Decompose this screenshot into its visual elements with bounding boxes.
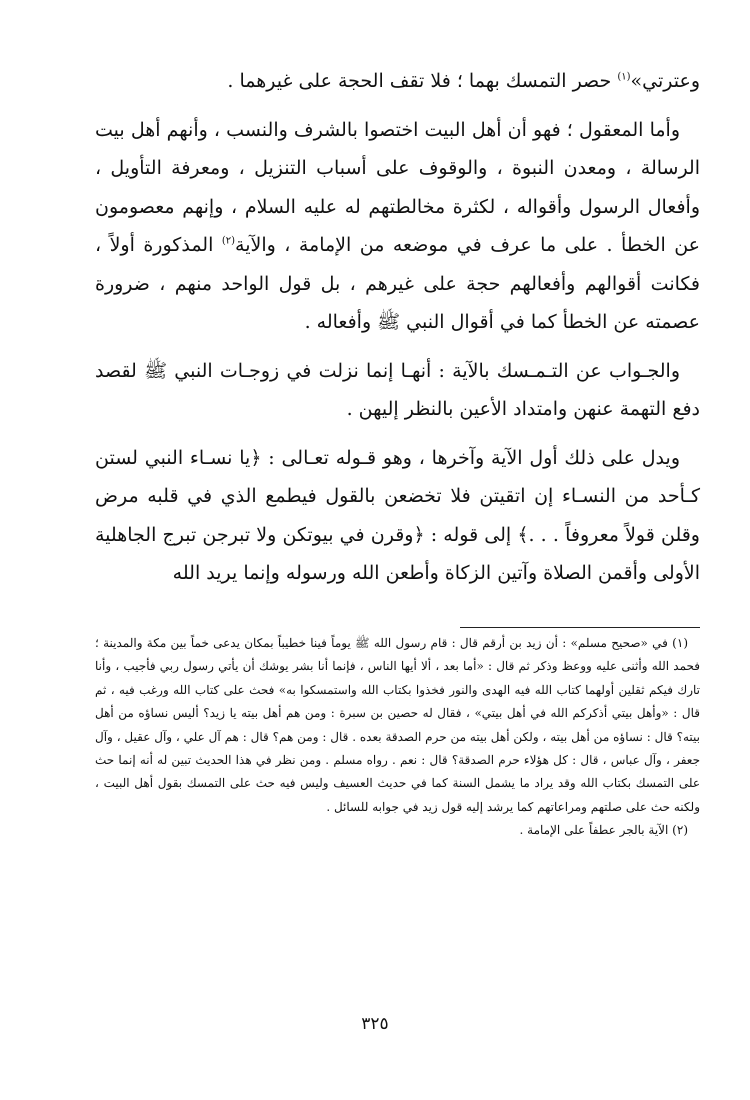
paragraph-2-start: وأما المعقول ؛ فهو أن أهل البيت اختصوا بالشرف والنسب ، وأنهم أهل بيت الرسالة ، ومعدن النبوة ، والوقوف على أسباب التنزيل ، ومعرفة التأويل ، وأفعال الرسول وأقواله ، لكثرة مخالطتهم له عليه السلام ، وإنهم معصومون عن الخطأ . على ما عرف في موضعه من الإمامة ، والآية bbox=[95, 118, 701, 256]
paragraph-1-start: وعترتي» bbox=[630, 70, 700, 92]
footnotes bbox=[95, 632, 700, 843]
paragraph-2 bbox=[95, 111, 700, 342]
main-text bbox=[95, 62, 700, 593]
paragraph-2-end: المذكورة أولاً ، فكانت أقوالهم وأفعالهم حجة على غيرهم ، بل قول الواحد منهم ، ضرورة عصمته عن الخطأ كما في أقوال النبي ﷺ وأفعاله . bbox=[95, 234, 700, 333]
footnote-separator bbox=[460, 627, 700, 628]
footnote-ref-2: (٢) bbox=[221, 235, 236, 247]
footnote-1: (١) في «صحيح مسلم» : أن زيد بن أرقم قال : قام رسول الله ﷺ يوماً فينا خطيباً بمكان يدعى خماً بين مكة والمدينة ؛ فحمد الله وأثنى عليه ووعظ وذكر ثم قال : «أما بعد ، ألا أيها الناس ، فإنما أنا بشر يوشك أن يأتي رسول ربي فأجيب ، وأنا تارك فيكم ثقلين أولهما كتاب الله فيه الهدى والنور فخذوا بكتاب الله واستمسكوا به» فحث على كتاب الله ورغب فيه ، ثم قال : «وأهل بيتي أذكركم الله في أهل بيتي» ، فقال له حصين بن سبرة : ومن هم أهل بيته يا زيد؟ أليس نساؤه من أهل بيته؟ قال : نساؤه من أهل بيته ، ولكن أهل بيته من حرم الصدقة بعده . قال : ومن هم؟ قال : هم آل علي ، وآل عقيل ، وآل جعفر ، وآل عباس ، قال : كل هؤلاء حرم الصدقة؟ قال : نعم . رواه مسلم . ومن نظر في هذا الحديث تبين له أنه إنما حث على التمسك بكتاب الله وقد يراد ما يشمل السنة كما في حديث العسيف وليس فيه حث على التمسك بقول أهل البيت ، ولكنه حث على صلتهم ومراعاتهم كما يرشد إليه قول زيد في جوابه للسائل . bbox=[95, 636, 701, 814]
footnote-ref-1: (١) bbox=[617, 71, 631, 83]
footnote-2: (٢) الآية بالجر عطفاً على الإمامة . bbox=[519, 823, 688, 838]
page-number: ٣٢٥ bbox=[361, 1014, 389, 1034]
paragraph-4: ويدل على ذلك أول الآية وآخرها ، وهو قـوله تعـالى : ﴿يا نسـاء النبي لستن كـأحد من النسـاء إن اتقيتن فلا تخضعن بالقول فيطمع الذي في قلبه مرض وقلن قولاً معروفاً . . .﴾ إلى قوله : ﴿وقرن في بيوتكن ولا تبرجن تبرج الجاهلية الأولى وأقمن الصلاة وآتين الزكاة وأطعن الله ورسوله وإنما يريد الله bbox=[95, 446, 700, 584]
paragraph-1-end: حصر التمسك بهما ؛ فلا تقف الحجة على غيرهما . bbox=[227, 70, 618, 92]
paragraph-1 bbox=[95, 62, 700, 101]
paragraph-3: والجـواب عن التـمـسك بالآية : أنهـا إنما نزلت في زوجـات النبي ﷺ لقصد دفع التهمة عنهن وامتداد الأعين بالنظر إليهن . bbox=[95, 359, 700, 420]
